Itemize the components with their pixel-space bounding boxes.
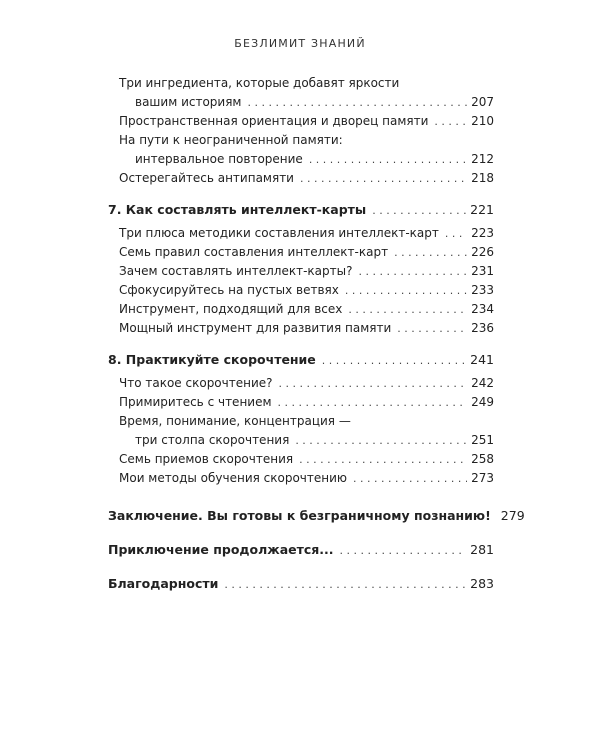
dot-leader [372,201,466,221]
table-of-contents [108,74,525,594]
toc-entry-title: три столпа скорочтения [135,433,290,447]
page-number: 226 [471,245,494,259]
dot-leader [278,393,468,412]
toc-entry-title: интервальное повторение [135,152,303,166]
toc-entry-title: Остерегайтесь антипамяти [119,171,294,185]
toc-entry[interactable] [108,450,494,469]
toc-entry-title: Три ингредиента, которые добавят яркости [119,76,400,90]
dot-leader [348,300,467,319]
chapter-title: 8. Практикуйте скорочтение [108,352,316,367]
toc-entry[interactable] [108,393,494,412]
page-number: 279 [500,508,525,523]
page-number: 221 [470,202,494,217]
dot-leader [224,575,466,595]
toc-entry-title: Сфокусируйтесь на пустых ветвях [119,283,339,297]
dot-leader [300,169,467,188]
dot-leader [394,243,467,262]
toc-entry-ingredients-line1 [108,74,494,93]
toc-entry-antimemory[interactable] [108,169,494,188]
toc-entry-title: Три плюса методики составления интеллект-карт [119,226,439,240]
running-head: БЕЗЛИМИТ ЗНАНИЙ [234,37,366,50]
toc-entry[interactable] [108,374,494,393]
chapter-title: 7. Как составлять интеллект-карты [108,202,367,217]
dot-leader [299,450,467,469]
dot-leader [309,150,467,169]
toc-entry-title: Пространственная ориентация и дворец памяти [119,114,429,128]
dot-leader [248,93,468,112]
toc-entry-memory-palace[interactable] [108,112,494,131]
toc-entry-title: Примиритесь с чтением [119,395,272,409]
dot-leader [322,351,466,371]
toc-entry[interactable] [108,281,494,300]
toc-conclusion[interactable] [108,506,525,526]
toc-entry-ingredients[interactable] [108,93,494,112]
toc-entry-title: Что такое скорочтение? [119,376,273,390]
chapter-title: Приключение продолжается... [108,542,334,557]
toc-chapter-7[interactable] [108,200,494,220]
page-number: 223 [471,226,494,240]
dot-leader [345,281,467,300]
toc-entry-title: Семь приемов скорочтения [119,452,294,466]
dot-leader [397,319,467,338]
toc-entry-pillars-line1 [108,412,494,431]
page-number: 273 [471,471,494,485]
page-number: 241 [470,352,494,367]
toc-adventure[interactable] [108,540,494,560]
toc-entry-title: вашим историям [135,95,242,109]
page-number: 249 [471,395,494,409]
dot-leader [353,469,467,488]
toc-entry[interactable] [108,224,494,243]
toc-entry[interactable] [108,262,494,281]
page-number: 251 [471,433,494,447]
page-number: 212 [471,152,494,166]
toc-entry-spaced-repetition-line1 [108,131,494,150]
dot-leader [295,431,467,450]
dot-leader [445,224,467,243]
toc-entry-title: Инструмент, подходящий для всех [119,302,343,316]
page-number: 231 [471,264,494,278]
page-number: 234 [471,302,494,316]
page-number: 233 [471,283,494,297]
page-number: 218 [471,171,494,185]
page-number: 236 [471,321,494,335]
page-number: 210 [471,114,494,128]
toc-entry[interactable] [108,319,494,338]
toc-entry-title: Время, понимание, концентрация — [119,414,351,428]
dot-leader [279,374,468,393]
dot-leader [434,112,467,131]
toc-entry-title: Мои методы обучения скорочтению [119,471,348,485]
toc-entry[interactable] [108,469,494,488]
dot-leader [358,262,467,281]
toc-acknowledgements[interactable] [108,574,494,594]
page-number: 258 [471,452,494,466]
toc-entry-pillars[interactable] [108,431,494,450]
dot-leader [340,541,467,561]
toc-entry-title: Мощный инструмент для развития памяти [119,321,392,335]
toc-chapter-8[interactable] [108,350,494,370]
chapter-title: Благодарности [108,576,219,591]
page-number: 283 [470,576,494,591]
toc-entry-title: Семь правил составления интеллект-карт [119,245,389,259]
page-number: 242 [471,376,494,390]
chapter-title: Заключение. Вы готовы к безграничному познанию! [108,508,491,523]
page-number: 207 [471,95,494,109]
page-number: 281 [470,542,494,557]
toc-entry-spaced-repetition[interactable] [108,150,494,169]
toc-entry[interactable] [108,243,494,262]
toc-entry-title: Зачем составлять интеллект-карты? [119,264,353,278]
toc-entry[interactable] [108,300,494,319]
toc-entry-title: На пути к неограниченной памяти: [119,133,343,147]
